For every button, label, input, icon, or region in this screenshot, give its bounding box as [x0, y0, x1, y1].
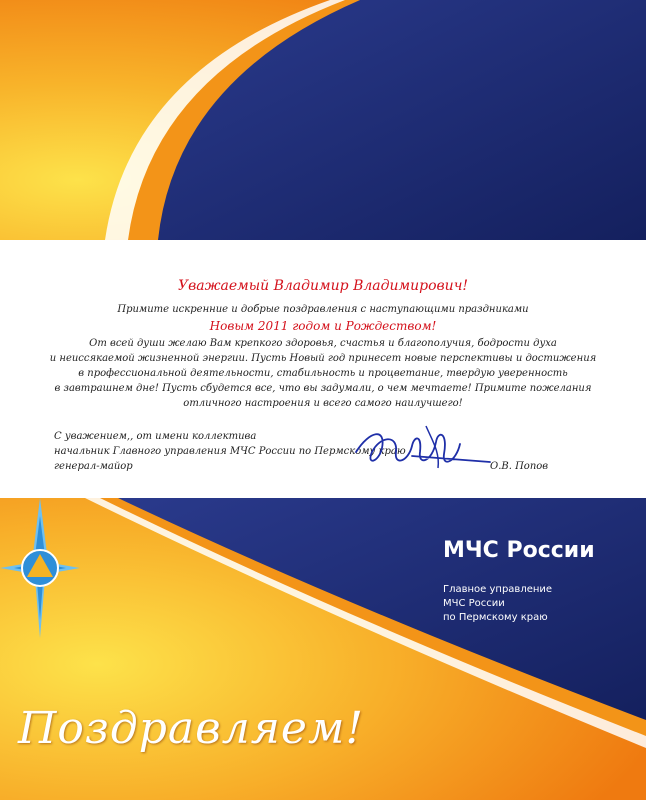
closing-line: С уважением,, от имени коллектива: [54, 431, 257, 442]
brand-subtitle-line: МЧС России: [443, 598, 505, 609]
wish-line: отличного настроения и всего самого наилучшего!: [183, 398, 463, 409]
greeting-heading: Уважаемый Владимир Владимирович!: [177, 278, 469, 294]
wish-line: в профессиональной деятельности, стабильность и процветание, твердую уверенность: [78, 368, 568, 379]
holiday-line: Новым 2011 годом и Рождеством!: [209, 319, 437, 333]
congrats-script: Поздравляем!: [18, 703, 365, 754]
position-line: начальник Главного управления МЧС России по Пермскому краю: [54, 446, 406, 457]
rank-line: генерал-майор: [54, 461, 133, 472]
bottom-decorative-panel: [0, 498, 646, 800]
handwritten-signature: [352, 422, 492, 474]
top-decorative-panel: [0, 0, 646, 240]
wish-line: в завтрашнем дне! Пусть сбудется все, что вы задумали, о чем мечтаете! Примите пожелания: [54, 383, 592, 394]
intro-line: Примите искренние и добрые поздравления с наступающими праздниками: [117, 304, 529, 315]
letter-body: [0, 240, 646, 498]
mchs-star-emblem-icon: [0, 498, 80, 638]
brand-subtitle-line: по Пермскому краю: [443, 612, 548, 623]
brand-subtitle-line: Главное управление: [443, 584, 553, 595]
brand-title: МЧС России: [443, 538, 595, 563]
signer-name: О.В. Попов: [490, 461, 549, 472]
swoosh-background-top: [0, 0, 646, 240]
wish-line: и неиссякаемой жизненной энергии. Пусть Новый год принесет новые перспективы и достижения: [49, 353, 597, 364]
wish-line: От всей души желаю Вам крепкого здоровья, счастья и благополучия, бодрости духа: [89, 338, 557, 349]
